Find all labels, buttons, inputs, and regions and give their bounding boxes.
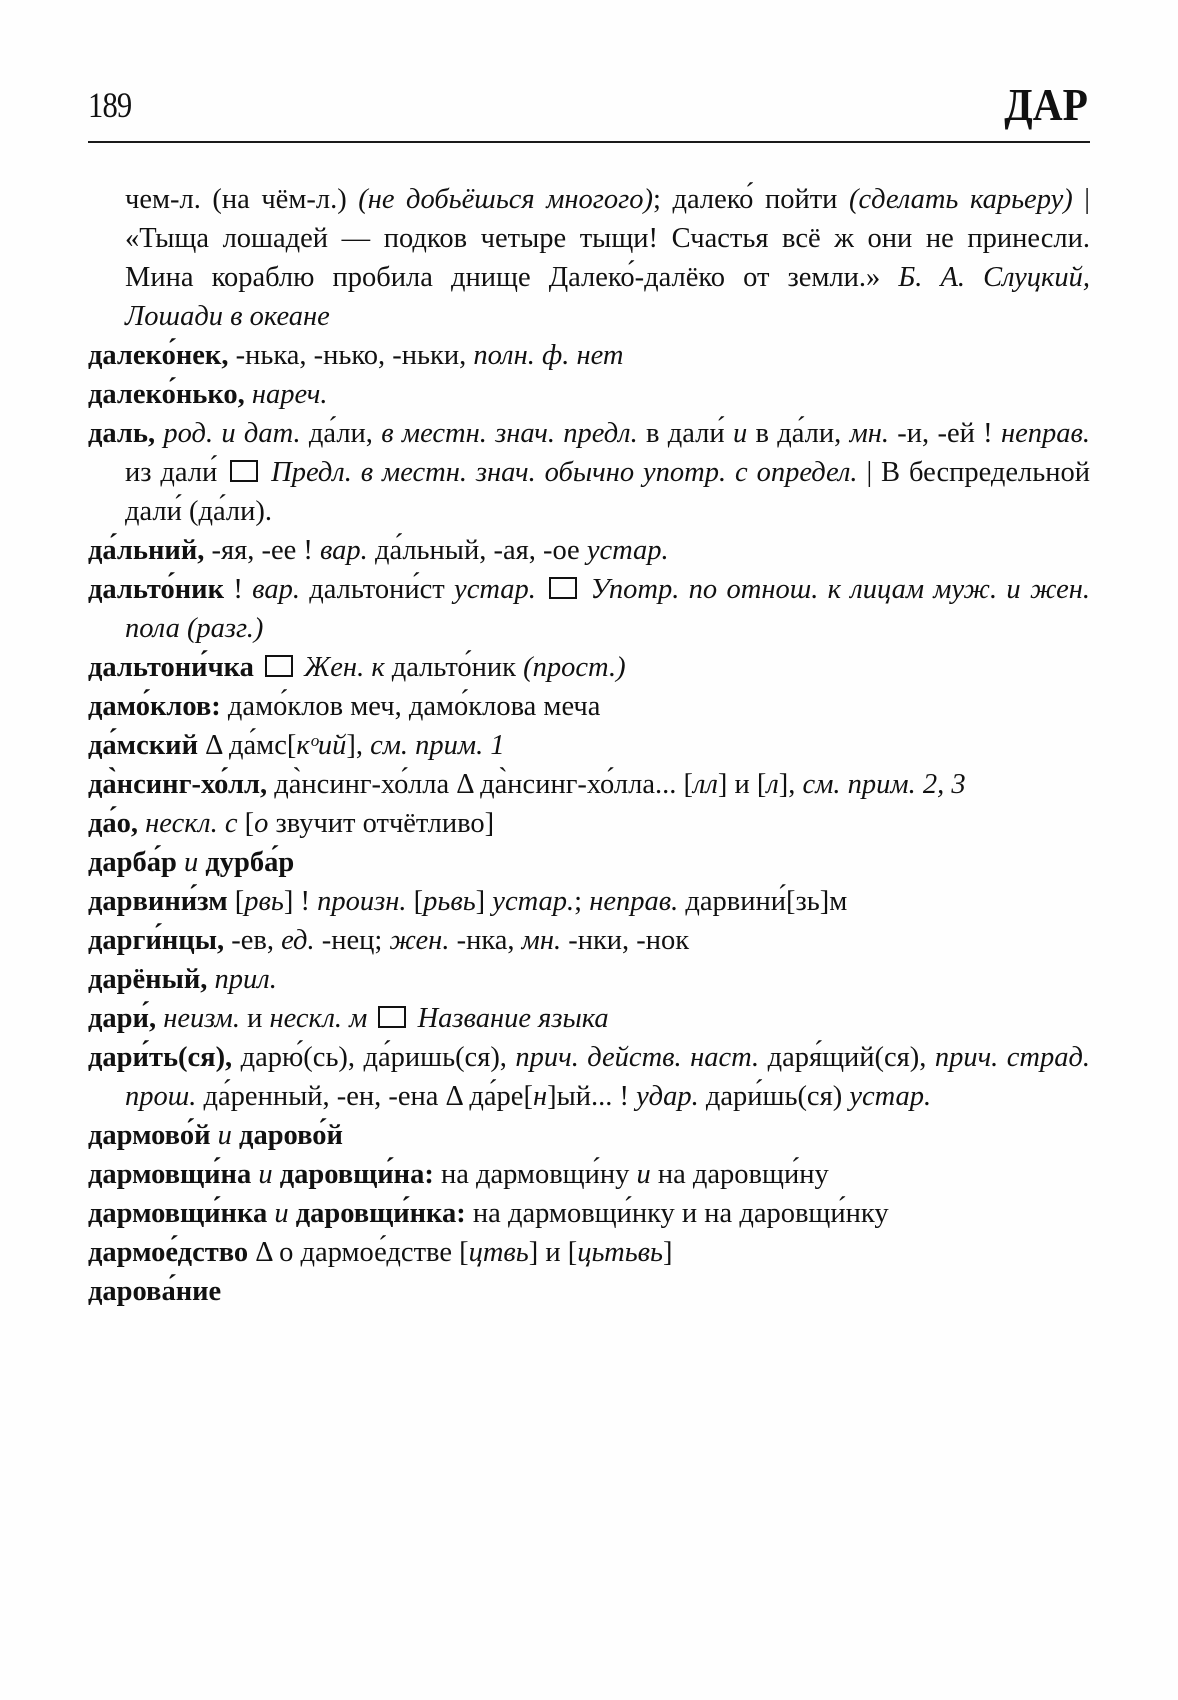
italic-note: Предл. в местн. знач. обычно употр. с определ. [262, 457, 858, 488]
entry-text: дари́шь(ся) [698, 1081, 850, 1112]
italic-note: и [267, 1198, 296, 1229]
usage-note-box-icon [549, 577, 577, 599]
dictionary-entry-darvinizm [88, 882, 1090, 921]
dictionary-entry-damskiy [88, 726, 1090, 765]
dictionary-entry-dao [88, 804, 1090, 843]
italic-note: цьтьвь [577, 1237, 664, 1268]
headword: дамо́клов: [88, 691, 221, 722]
italic-note: о [254, 808, 269, 839]
italic-note: мн. [849, 418, 890, 449]
headword: дарги́нцы, [88, 925, 225, 956]
headword: дурба́р [205, 847, 295, 878]
entry-text: [ [406, 886, 424, 917]
italic-note: рвь [244, 886, 284, 917]
entry-text: ] [663, 1237, 673, 1268]
dictionary-entry-dalekonko [88, 375, 1090, 414]
italic-note: н [532, 1081, 548, 1112]
entry-text: Δ о дармое́дстве [ [248, 1237, 469, 1268]
entry-text: чем-л. (на чём-л.) [125, 184, 359, 215]
italic-note: лл [693, 769, 718, 800]
entry-text [207, 964, 214, 995]
italic-note: удар. [636, 1081, 699, 1112]
headword: дальто́ник [88, 574, 225, 605]
headword: дарба́р [88, 847, 177, 878]
italic-note: (не добьёшься многого) [358, 184, 654, 215]
entry-text: звучит отчётливо] [268, 808, 495, 839]
page-header [88, 78, 1088, 138]
headword: да́мский [88, 730, 198, 761]
italic-note: Жен. к [297, 652, 385, 683]
entry-text: | «Тыща лошадей — подков четыре тыщи! Счастья всё ж они не принесли. Мина кораблю пробила днище Далеко́-далёко от земли.» [125, 184, 1090, 293]
headword: дармово́й [88, 1120, 211, 1151]
headword: даровщи́на: [279, 1159, 434, 1190]
dictionary-entry-darit [88, 1038, 1090, 1116]
headword: дальтони́чка [88, 652, 254, 683]
headword: дари́, [88, 1003, 157, 1034]
headword: дарово́й [239, 1120, 343, 1151]
italic-note: неизм. [163, 1003, 240, 1034]
dictionary-entry-daltonik [88, 570, 1090, 648]
entry-text [254, 652, 261, 683]
italic-note: (прост.) [523, 652, 626, 683]
entry-text: ] [475, 886, 493, 917]
headword: дарвини́зм [88, 886, 228, 917]
dictionary-entry-darmoedstvo [88, 1233, 1090, 1272]
entry-text: да́ли, [300, 418, 382, 449]
entry-text: -нец; [314, 925, 390, 956]
italic-note: цтвь [468, 1237, 529, 1268]
entry-text [367, 1003, 374, 1034]
entry-text: на дармовщи́ну [433, 1159, 637, 1190]
italic-note: прил. [214, 964, 277, 995]
italic-note: устар. [849, 1081, 932, 1112]
italic-note: см. прим. 1 [370, 730, 505, 761]
headword: дармовщи́нка [88, 1198, 268, 1229]
italic-note: Б. А. Слуцкий, Лошади в океане [125, 262, 1090, 332]
italic-note: л [766, 769, 779, 800]
entry-text: -яя, -ее ! [204, 535, 320, 566]
entry-text: да̀нсинг-хо́лла Δ да̀нсинг-хо́лла... [ [267, 769, 694, 800]
dictionary-entry-daltonichka [88, 648, 1090, 687]
italic-note: полн. ф. нет [473, 340, 624, 371]
headword: даль, [88, 418, 156, 449]
italic-note: и [176, 847, 206, 878]
entry-text: даря́щий(ся), [759, 1042, 935, 1073]
italic-note: произн. [317, 886, 407, 917]
italic-note: устар. [586, 535, 669, 566]
italic-note: см. прим. 2, 3 [802, 769, 966, 800]
italic-note: неправ. [589, 886, 679, 917]
entry-text: ] и [ [528, 1237, 578, 1268]
entry-text: на даровщи́ну [650, 1159, 829, 1190]
headword: дармовщи́на [88, 1159, 252, 1190]
entry-text: в да́ли, [747, 418, 850, 449]
entry-text: дальтони́ст [299, 574, 455, 605]
italic-note: рьвь [423, 886, 476, 917]
entry-text: да́ренный, -ен, -ена Δ да́ре[ [196, 1081, 533, 1112]
headword: дарова́ние [88, 1276, 222, 1307]
entry-text: да́льный, -ая, -ое [367, 535, 587, 566]
italic-note: и [636, 1159, 651, 1190]
entry-text: -нька, -нько, -ньки, [228, 340, 474, 371]
italic-note: устар. [492, 886, 575, 917]
entry-text: | В беспредельной дали́ (да́ли). [125, 457, 1091, 527]
dictionary-entry-darmovshchinka [88, 1194, 1090, 1233]
italic-note: и [732, 418, 748, 449]
dictionary-entry-damoklov [88, 687, 1090, 726]
italic-note: и [210, 1120, 240, 1151]
entry-text: ! [224, 574, 253, 605]
dictionary-entry-dal [88, 414, 1090, 531]
entry-text: -и, -ей ! [889, 418, 1001, 449]
entry-text: дарвини́[зь]м [678, 886, 848, 917]
entry-text: -ев, [224, 925, 282, 956]
entry-text: ] и [ [717, 769, 767, 800]
dictionary-entries [88, 180, 1090, 1311]
dictionary-entry-darenyy [88, 960, 1090, 999]
headword: да́о, [88, 808, 139, 839]
italic-note: нескл. м [269, 1003, 368, 1034]
dictionary-entry-dari [88, 999, 1090, 1038]
entry-text: дарю́(сь), да́ришь(ся), [232, 1042, 516, 1073]
italic-note: и [251, 1159, 280, 1190]
headword: далеко́нек, [88, 340, 229, 371]
entry-text: [ [227, 886, 245, 917]
headword: дарёный, [88, 964, 208, 995]
headword: дармое́дство [88, 1237, 249, 1268]
entry-text: на дармовщи́нку и на даровщи́нку [465, 1198, 889, 1229]
entry-text: ] ! [283, 886, 318, 917]
entry-text: -нка, [449, 925, 522, 956]
entry-text: ; [574, 886, 590, 917]
usage-note-box-icon [378, 1006, 406, 1028]
italic-note: прич. действ. наст. [515, 1042, 760, 1073]
italic-note: Употр. по отнош. к лицам муж. и жен. пола (разг.) [125, 574, 1090, 644]
italic-note: неправ. [1000, 418, 1090, 449]
running-head: ДАР [1004, 79, 1088, 130]
usage-note-box-icon [230, 460, 258, 482]
italic-note: род. и дат. [163, 418, 301, 449]
italic-note: вар. [252, 574, 300, 605]
entry-text: дамо́клов меч, дамо́клова меча [220, 691, 601, 722]
italic-note: прич. страд. прош. [125, 1042, 1090, 1112]
entry-text: ; далеко́ пойти [653, 184, 849, 215]
dictionary-entry-dansing-holl [88, 765, 1090, 804]
dictionary-entry-continuation [88, 180, 1090, 336]
entry-text: дальто́ник [384, 652, 524, 683]
dictionary-entry-darovanie [88, 1272, 1090, 1311]
entry-text: ], [346, 730, 371, 761]
usage-note-box-icon [265, 655, 293, 677]
headword: да́льний, [88, 535, 205, 566]
entry-text: Δ да́мс[ [198, 730, 297, 761]
dictionary-entry-dalniy [88, 531, 1090, 570]
italic-note: нескл. с [145, 808, 238, 839]
entry-text [536, 574, 545, 605]
italic-note: нареч. [251, 379, 328, 410]
dictionary-entry-dargintsy [88, 921, 1090, 960]
italic-note: устар. [454, 574, 536, 605]
entry-text: и [239, 1003, 270, 1034]
headword: далеко́нько, [88, 379, 245, 410]
entry-text: в дали́ [637, 418, 733, 449]
dictionary-entry-darmovshchina [88, 1155, 1090, 1194]
entry-text: из дали́ [125, 457, 227, 488]
italic-note: кᵒий [296, 730, 347, 761]
headword: да̀нсинг-хо́лл, [88, 769, 268, 800]
headword: дари́ть(ся), [88, 1042, 233, 1073]
page-number: 189 [88, 85, 132, 125]
italic-note: ед. [281, 925, 315, 956]
italic-note: в местн. знач. предл. [381, 418, 638, 449]
headword: даровщи́нка: [295, 1198, 466, 1229]
dictionary-entry-dalekonek [88, 336, 1090, 375]
italic-note: мн. [521, 925, 562, 956]
italic-note: жен. [389, 925, 450, 956]
header-rule [88, 141, 1090, 143]
italic-note: (сделать карьеру) [848, 184, 1073, 215]
italic-note: вар. [320, 535, 368, 566]
entry-text: ], [778, 769, 803, 800]
entry-text: [ [237, 808, 255, 839]
entry-text: -нки, -нок [561, 925, 690, 956]
entry-text: ]ый... ! [547, 1081, 637, 1112]
italic-note: Название языка [410, 1003, 609, 1034]
entry-text [245, 379, 252, 410]
dictionary-entry-darbar [88, 843, 1090, 882]
dictionary-entry-darmovoy [88, 1116, 1090, 1155]
